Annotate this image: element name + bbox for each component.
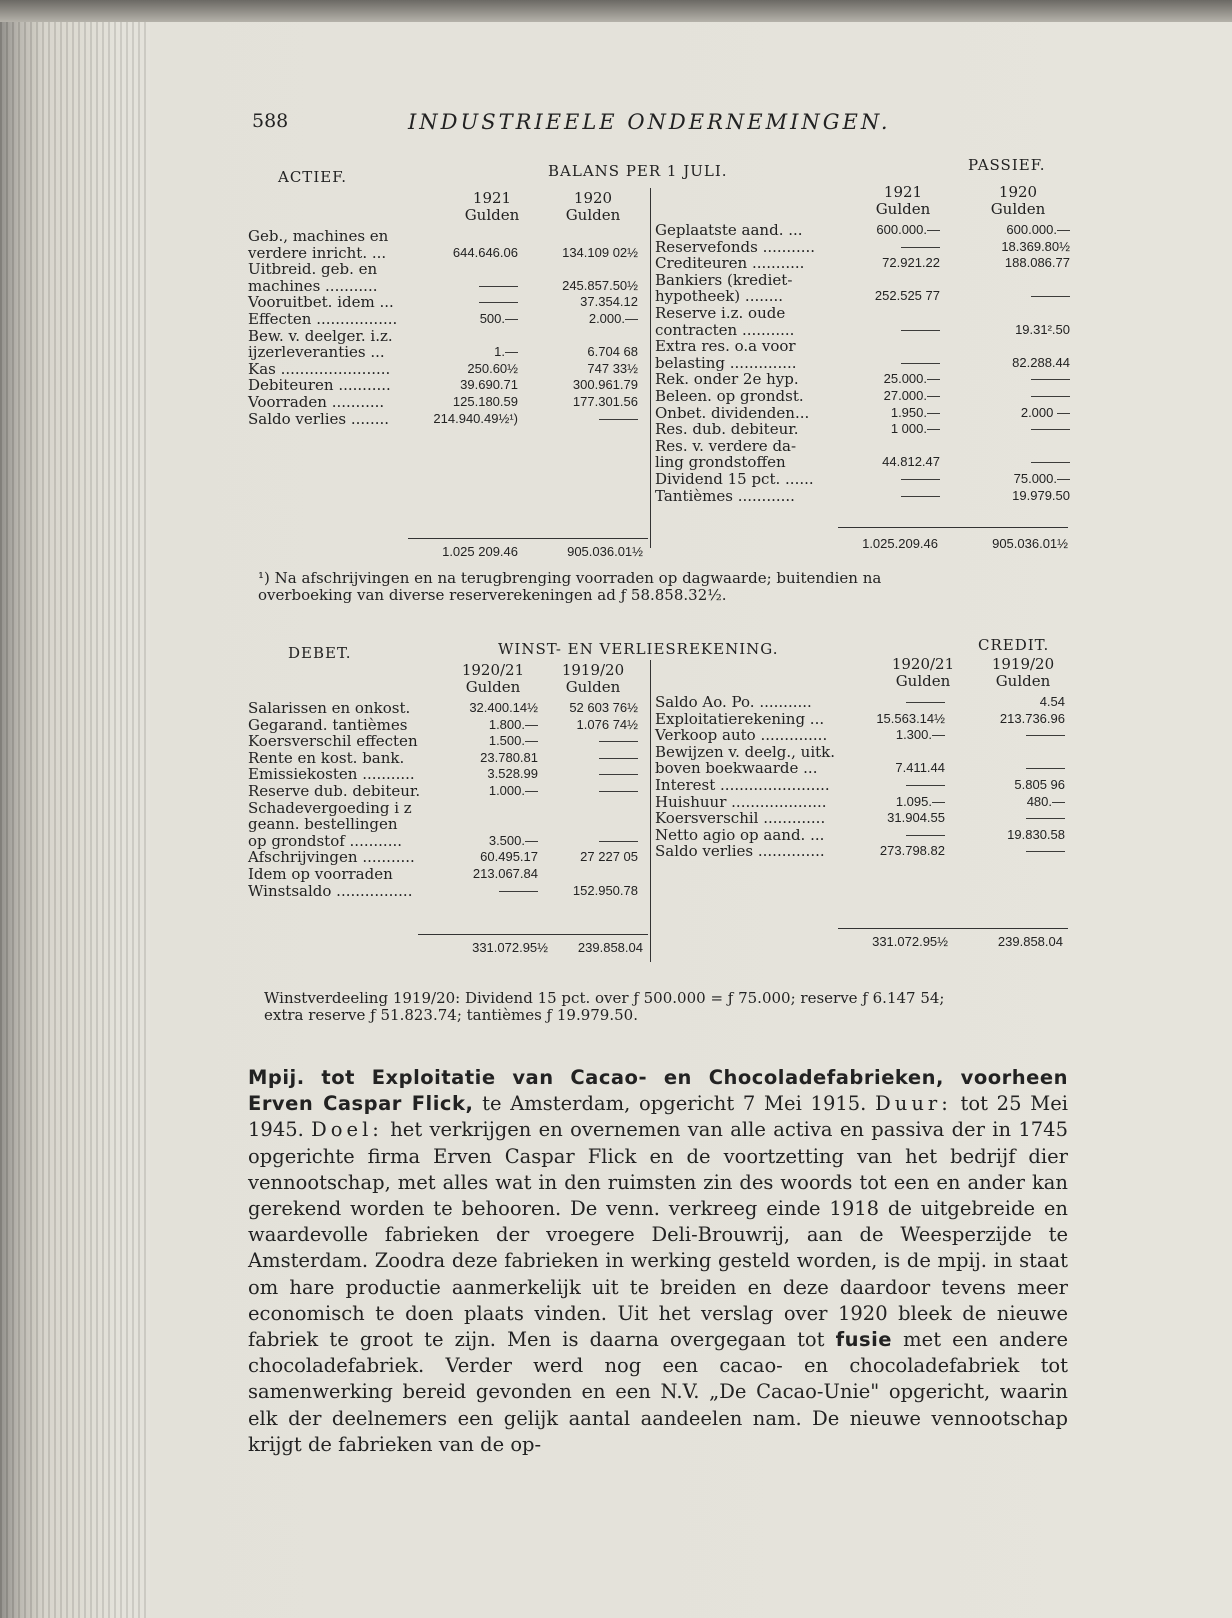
table-row — [248, 245, 648, 262]
value-1: 1.500.— — [488, 733, 538, 749]
row-label: Idem op voorraden — [248, 864, 393, 883]
col-year: 1920 — [998, 183, 1038, 201]
passief-total-1920: 905.036.01½ — [992, 536, 1068, 551]
value-1: ——— — [906, 694, 945, 709]
table-row — [248, 700, 648, 717]
company-article — [248, 1065, 1068, 1458]
article-text: tot 25 Mei 1945. — [248, 1092, 1068, 1142]
col-unit: Gulden — [565, 677, 621, 696]
value-1: ——— — [906, 776, 945, 792]
credit-total-2: 239.858.04 — [997, 934, 1063, 949]
table-row — [655, 744, 1095, 761]
value-2: ——— — [1031, 421, 1070, 437]
page-header — [248, 110, 1098, 140]
row-label: Koersverschil ............. — [655, 809, 826, 828]
value-2: ——— — [599, 766, 638, 782]
table-row — [248, 883, 648, 900]
row-label: Onbet. dividenden... — [655, 403, 810, 422]
table-row — [655, 794, 1095, 811]
table-row — [248, 411, 648, 428]
table-row — [655, 694, 1095, 711]
page-top-edge — [0, 0, 1232, 22]
value-2: 177.301.56 — [572, 393, 638, 409]
row-label: Netto agio op aand. ... — [655, 825, 825, 844]
value-2: 213.736.96 — [999, 710, 1065, 726]
table-row — [655, 843, 1095, 860]
value-2: 2.000.— — [588, 310, 638, 326]
value-1: 3.500.— — [488, 832, 538, 848]
row-label: geann. bestellingen — [248, 815, 398, 834]
passief-col2-head — [983, 184, 1053, 217]
passief-label: PASSIEF. — [968, 156, 1046, 174]
table-row — [248, 800, 648, 817]
footnote-line: ¹) Na afschrijvingen en na terugbrenging voorraden op dagwaarde; buitendien na — [258, 569, 882, 587]
value-1: 252.525 77 — [874, 288, 940, 304]
doel-label: Doel: — [311, 1118, 383, 1142]
row-label: Afschrijvingen ........... — [248, 848, 415, 867]
col-unit: Gulden — [465, 677, 521, 696]
table-row — [655, 288, 1095, 305]
table-row — [655, 421, 1095, 438]
table-row — [655, 239, 1095, 256]
table-row — [248, 361, 648, 378]
col-unit: Gulden — [895, 671, 951, 690]
table-row — [248, 766, 648, 783]
col-year: 1919/20 — [561, 661, 625, 679]
table-row — [655, 322, 1095, 339]
winst-title: WINST- EN VERLIESREKENING. — [498, 640, 779, 658]
row-label: Koersverschil effecten — [248, 732, 418, 751]
credit-label: CREDIT. — [978, 636, 1050, 654]
value-1: ——— — [901, 354, 940, 370]
row-label: Bew. v. deelger. i.z. — [248, 326, 393, 345]
value-2: 480.— — [1026, 793, 1065, 809]
value-2: ——— — [599, 782, 638, 798]
row-label: Res. v. verdere da- — [655, 436, 797, 455]
row-label: Verkoop auto .............. — [655, 726, 828, 745]
value-1: 60.495.17 — [480, 849, 538, 865]
row-label: Bankiers (krediet- — [655, 270, 793, 289]
row-label: Interest ....................... — [655, 775, 830, 794]
value-1: ——— — [479, 294, 518, 310]
table-row — [655, 488, 1095, 505]
row-label: Emissiekosten ........... — [248, 765, 415, 784]
value-2: 2.000 — — [1020, 404, 1070, 420]
value-2: 747 33½ — [587, 360, 638, 376]
table-row — [248, 833, 648, 850]
table-row — [655, 711, 1095, 728]
value-1: ——— — [479, 277, 518, 293]
actief-total-1921: 1.025 209.46 — [442, 544, 518, 559]
value-2: 19.31².50 — [1015, 321, 1070, 337]
row-label: Schadevergoeding i z — [248, 798, 412, 817]
row-label: machines ........... — [248, 276, 378, 295]
row-label: Saldo verlies .............. — [655, 842, 825, 861]
row-label: Bewijzen v. deelg., uitk. — [655, 742, 836, 761]
table-row — [655, 405, 1095, 422]
value-2: ——— — [1031, 288, 1070, 304]
row-label: Geplaatste aand. ... — [655, 221, 803, 239]
row-label: hypotheek) ........ — [655, 287, 784, 306]
row-label: Gegarand. tantièmes — [248, 715, 408, 734]
value-1: ——— — [901, 321, 940, 337]
debet-table — [248, 700, 648, 899]
row-label: Kas ....................... — [248, 359, 391, 378]
value-2: ——— — [599, 410, 638, 426]
actief-total-rule — [408, 538, 648, 539]
row-label: Geb., machines en — [248, 227, 389, 245]
row-label: Res. dub. debiteur. — [655, 420, 799, 439]
row-label: Rente en kost. bank. — [248, 748, 405, 767]
table-row — [655, 454, 1095, 471]
winst-divider — [650, 660, 651, 962]
value-2: 82.288.44 — [1012, 354, 1070, 370]
article-text: het verkrijgen en overnemen van alle activa en passiva der in 1745 opgerichte firma Erven Caspar Flick en de voortzetting van het bedrijf dier vennootschap, met alles wat in den ruimsten zin des woords tot een en ander kan gerekend worden te behooren. De venn. verkreeg einde 1918 de uitgebreide en waardevolle fabrieken der vroegere Deli-Brouwrij, aan de Weesperzijde te Amsterdam. Zoodra deze fabrieken in werking gesteld worden, is de mpij. in staat om hare productie aanmerkelijk uit te breiden en deze daardoor tevens meer economisch te doen plaats vinden. Uit het verslag over 1920 bleek de nieuwe fabriek te groot te zijn. Men is daarna overgegaan tot — [248, 1118, 1068, 1352]
value-1: 25.000.— — [883, 371, 940, 387]
duur-label: Duur: — [875, 1092, 952, 1116]
table-row — [248, 750, 648, 767]
value-2: 5.805 96 — [1014, 776, 1065, 792]
value-2: ——— — [1026, 843, 1065, 859]
passief-col1-head — [868, 184, 938, 217]
value-2: 4.54 — [1039, 694, 1065, 709]
row-label: Debiteuren ........... — [248, 376, 391, 395]
table-row — [248, 394, 648, 411]
row-label: Effecten ................. — [248, 309, 398, 328]
value-1: ——— — [901, 470, 940, 486]
value-1: 1.095.— — [895, 793, 945, 809]
value-1: 1.000.— — [488, 782, 538, 798]
table-row — [655, 338, 1095, 355]
value-2: 152.950.78 — [572, 882, 638, 898]
table-row — [248, 344, 648, 361]
book-spine — [0, 0, 150, 1618]
row-label: Rek. onder 2e hyp. — [655, 370, 799, 389]
debet-col1-head — [458, 662, 528, 695]
row-label: ling grondstoffen — [655, 453, 786, 472]
row-label: Salarissen en onkost. — [248, 699, 411, 717]
col-unit: Gulden — [565, 205, 621, 224]
winstverdeeling-line: Winstverdeeling 1919/20: Dividend 15 pct. over ƒ 500.000 = ƒ 75.000; reserve ƒ 6.147 54; — [264, 989, 945, 1007]
row-label: boven boekwaarde ... — [655, 759, 818, 778]
actief-col1-head — [462, 190, 522, 223]
value-2: 75.000.— — [1013, 470, 1070, 486]
col-unit: Gulden — [875, 199, 931, 218]
credit-table — [655, 694, 1095, 860]
col-year: 1921 — [883, 183, 923, 201]
value-2: 188.086.77 — [1004, 255, 1070, 271]
value-2: 19.979.50 — [1012, 487, 1070, 503]
value-1: 23.780.81 — [480, 749, 538, 765]
row-label: Saldo Ao. Po. ........... — [655, 693, 812, 711]
actief-col2-head — [558, 190, 628, 223]
row-label: Reserve dub. debiteur. — [248, 781, 421, 800]
passief-table — [655, 222, 1095, 504]
table-row — [655, 827, 1095, 844]
actief-label: ACTIEF. — [278, 168, 348, 186]
running-head: INDUSTRIEELE ONDERNEMINGEN. — [408, 110, 891, 134]
col-unit: Gulden — [995, 671, 1051, 690]
value-2: ——— — [1031, 387, 1070, 403]
col-year: 1921 — [472, 189, 512, 207]
balans-divider — [650, 188, 651, 548]
value-1: 600.000.— — [876, 222, 940, 237]
value-2: 245.857.50½ — [562, 277, 638, 293]
row-label: Saldo verlies ........ — [248, 409, 390, 428]
debet-total-2: 239.858.04 — [577, 940, 643, 955]
row-label: Tantièmes ............ — [655, 486, 795, 505]
article-text: te Amsterdam, opgericht 7 Mei 1915. — [473, 1092, 876, 1116]
value-2: 600.000.— — [1006, 222, 1070, 237]
value-1: 1.800.— — [488, 716, 538, 732]
row-label: Uitbreid. geb. en — [248, 260, 378, 279]
winstverdeeling-line: extra reserve ƒ 51.823.74; tantièmes ƒ 19.979.50. — [264, 1006, 638, 1024]
value-1: ——— — [901, 238, 940, 254]
value-1: 32.400.14½ — [469, 700, 538, 715]
row-label: op grondstof ........... — [248, 831, 402, 850]
passief-total-1921: 1.025.209.46 — [862, 536, 938, 551]
value-1: 644.646.06 — [452, 244, 518, 260]
value-1: 1.950.— — [890, 404, 940, 420]
footnote-line: overboeking van diverse reserverekeningen ad ƒ 58.858.32½. — [258, 586, 727, 604]
col-unit: Gulden — [464, 205, 520, 224]
article-text: met een andere chocoladefabriek. Verder werd nog een cacao- en chocoladefabriek tot samenwerking bereid gevonden en een N.V. „De Cacao-Unie" opgericht, waarin elk der deelnemers een gelijk aantal aandeelen nam. De nieuwe vennootschap krijgt de fabrieken van de op- — [248, 1328, 1068, 1456]
credit-total-1: 331.072.95½ — [872, 934, 948, 949]
table-row — [248, 783, 648, 800]
value-1: 15.563.14½ — [876, 710, 945, 726]
value-2: ——— — [599, 749, 638, 765]
col-year: 1920 — [573, 189, 613, 207]
table-row — [655, 255, 1095, 272]
table-row — [248, 377, 648, 394]
table-row — [248, 328, 648, 345]
value-2: ——— — [1031, 454, 1070, 470]
value-1: 3.528.99 — [487, 766, 538, 782]
value-2: 37.354.12 — [580, 294, 638, 310]
value-1: 1.— — [494, 344, 518, 360]
value-2: 18.369.80½ — [1001, 238, 1070, 254]
table-row — [655, 810, 1095, 827]
balans-title: BALANS PER 1 JULI. — [548, 162, 728, 180]
col-year: 1919/20 — [991, 655, 1055, 673]
table-row — [248, 733, 648, 750]
value-1: 213.067.84 — [472, 865, 538, 881]
value-2: ——— — [599, 733, 638, 749]
debet-label: DEBET. — [288, 644, 352, 662]
value-1: 500.— — [479, 310, 518, 326]
col-year: 1920/21 — [891, 655, 955, 673]
value-1: 72.921.22 — [882, 255, 940, 271]
table-row — [655, 438, 1095, 455]
value-2: 1.076 74½ — [576, 716, 638, 732]
table-row — [655, 727, 1095, 744]
row-label: belasting .............. — [655, 353, 797, 372]
table-row — [655, 305, 1095, 322]
actief-total-1920: 905.036.01½ — [567, 544, 643, 559]
table-row — [655, 355, 1095, 372]
table-row — [655, 777, 1095, 794]
table-row — [248, 294, 648, 311]
row-label: Crediteuren ........... — [655, 254, 805, 273]
row-label: Vooruitbet. idem ... — [248, 293, 394, 312]
row-label: Reservefonds ........... — [655, 237, 816, 256]
value-1: 31.904.55 — [887, 810, 945, 826]
winstverdeeling — [264, 990, 1084, 1024]
row-label: Beleen. op grondst. — [655, 386, 804, 405]
table-row — [248, 278, 648, 295]
value-1: 1 000.— — [890, 421, 940, 437]
value-1: 7.411.44 — [895, 760, 945, 776]
table-row — [248, 717, 648, 734]
page-number: 588 — [252, 110, 289, 132]
row-label: Huishuur .................... — [655, 792, 827, 811]
value-1: ——— — [906, 826, 945, 842]
table-row — [655, 760, 1095, 777]
row-label: Winstsaldo ................ — [248, 881, 413, 900]
value-1: ——— — [901, 487, 940, 503]
value-2: ——— — [1026, 727, 1065, 743]
table-row — [655, 471, 1095, 488]
fusie-keyword: fusie — [835, 1328, 893, 1352]
credit-col1-head — [888, 656, 958, 689]
row-label: Dividend 15 pct. ...... — [655, 469, 814, 488]
table-row — [248, 261, 648, 278]
row-label: contracten ........... — [655, 320, 795, 339]
value-2: ——— — [599, 832, 638, 848]
company-name: Mpij. tot Exploitatie van Cacao- en Chocoladefabrieken, voorheen Erven Caspar Flick, — [248, 1066, 1068, 1116]
balans-footnote — [258, 570, 1078, 604]
table-row — [655, 222, 1095, 239]
table-row — [248, 866, 648, 883]
value-2: 19.830.58 — [1007, 826, 1065, 842]
row-label: Reserve i.z. oude — [655, 303, 786, 322]
debet-total-1: 331.072.95½ — [472, 940, 548, 955]
credit-total-rule — [838, 928, 1068, 929]
table-row — [248, 311, 648, 328]
value-1: 273.798.82 — [879, 843, 945, 859]
value-2: ——— — [1026, 810, 1065, 826]
value-2: 134.109 02½ — [562, 244, 638, 260]
value-1: 125.180.59 — [452, 393, 518, 409]
debet-col2-head — [558, 662, 628, 695]
row-label: verdere inricht. ... — [248, 243, 387, 262]
table-row — [655, 371, 1095, 388]
table-row — [655, 388, 1095, 405]
table-row — [248, 816, 648, 833]
value-1: 214.940.49½¹) — [433, 410, 518, 426]
value-2: 6.704 68 — [587, 344, 638, 360]
table-row — [655, 272, 1095, 289]
table-row — [248, 228, 648, 245]
value-2: 52 603 76½ — [569, 700, 638, 715]
table-row — [248, 849, 648, 866]
row-label: Exploitatierekening ... — [655, 709, 825, 728]
passief-total-rule — [838, 527, 1068, 528]
debet-total-rule — [418, 934, 648, 935]
actief-table — [248, 228, 648, 427]
value-1: 27.000.— — [883, 387, 940, 403]
value-2: ——— — [1031, 371, 1070, 387]
value-2: 300.961.79 — [572, 377, 638, 393]
credit-col2-head — [988, 656, 1058, 689]
row-label: Voorraden ........... — [248, 392, 385, 411]
value-2: ——— — [1026, 760, 1065, 776]
row-label: ijzerleveranties ... — [248, 343, 385, 362]
col-unit: Gulden — [990, 199, 1046, 218]
value-1: ——— — [499, 882, 538, 898]
value-1: 250.60½ — [467, 360, 518, 376]
value-1: 1.300.— — [895, 727, 945, 743]
value-1: 44.812.47 — [882, 454, 940, 470]
row-label: Extra res. o.a voor — [655, 337, 796, 356]
value-2: 27 227 05 — [580, 849, 638, 865]
col-year: 1920/21 — [461, 661, 525, 679]
value-1: 39.690.71 — [460, 377, 518, 393]
